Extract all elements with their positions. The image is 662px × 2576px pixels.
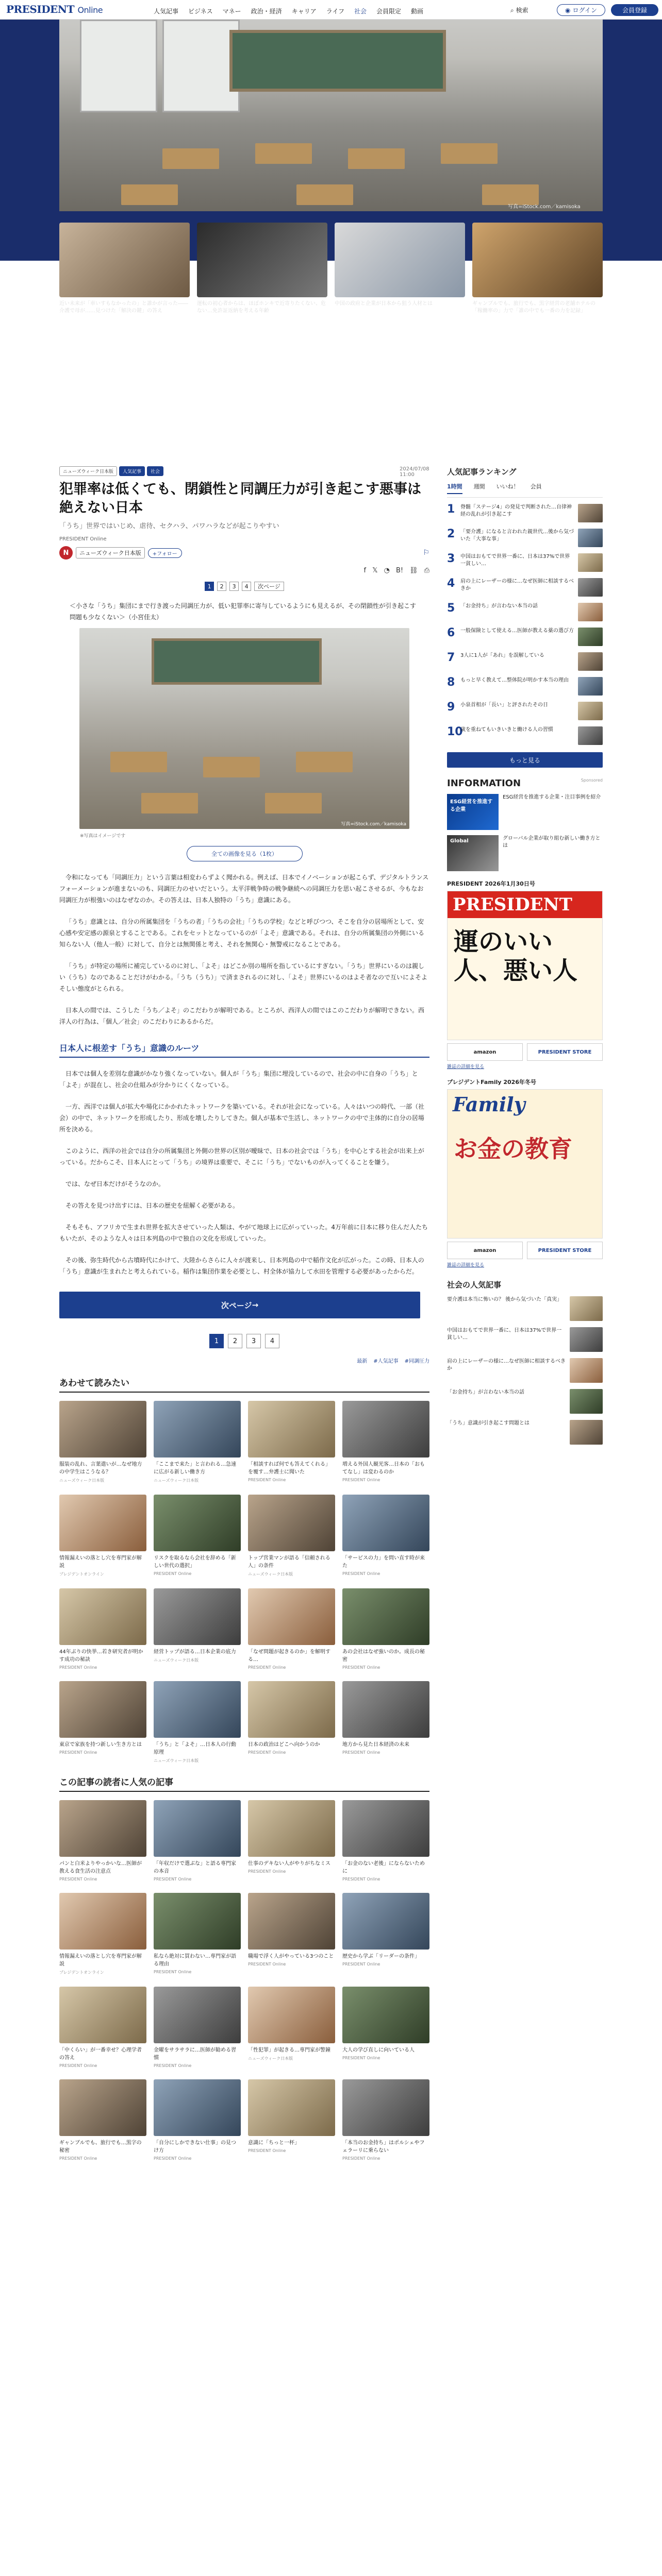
rank-number: 9 xyxy=(447,701,455,714)
article-thumbnail xyxy=(154,1588,241,1645)
article-thumbnail xyxy=(59,1401,146,1458)
page-link[interactable]: 1 xyxy=(205,582,214,591)
article-card-source: PRESIDENT Online xyxy=(59,2156,97,2161)
article-card-title: 「自分にしかできない仕事」の見つけ方 xyxy=(154,2140,236,2154)
article-card[interactable] xyxy=(59,1800,146,1882)
article-thumbnail xyxy=(248,1495,335,1551)
share-bar xyxy=(59,567,429,574)
featured-carousel xyxy=(59,223,603,314)
popular-item[interactable] xyxy=(447,1420,603,1445)
article-card-title: 「性犯罪」が起きる…専門家が警鐘 xyxy=(248,2047,330,2053)
ranking-item[interactable] xyxy=(447,677,603,696)
image-caption: ※写真はイメージです xyxy=(80,834,126,839)
article-card[interactable] xyxy=(248,1681,335,1764)
article-thumbnail xyxy=(154,1893,241,1950)
article-card[interactable] xyxy=(248,1987,335,2068)
paragraph: その後、弥生時代から古墳時代にかけて、大陸からさらに人々が渡来し、日本列島の中で稲作文化が広がった。この時、日本人の「うち」意識が生まれたと考えられている。稲作は集団作業を必要とし、村全体が協力して水田を管理する必要があったからだ。 xyxy=(59,1257,424,1275)
paragraph: 「うち」意識とは、自分の所属集団を「うちの者」「うちの会社」「うちの学校」などと呼びつつ、そこを自分の居場所として、安心感や安定感の源泉とすることである。これをセットとなっているのが「よそ」意識である。それは、自分の所属集団の外側にいる知らない人（他人一般）に対して、自分とは無関係と考え、それを無関心・無警戒になることである。 xyxy=(59,918,425,948)
store-button[interactable]: PRESIDENT STORE xyxy=(527,1242,603,1259)
article-card-source: PRESIDENT Online xyxy=(342,1962,380,1967)
info-heading: INFORMATION Sponsored xyxy=(447,778,603,789)
rank-number: 1 xyxy=(447,503,455,516)
window-image xyxy=(80,20,157,112)
popular-thumbnail xyxy=(570,1296,603,1321)
rank-number: 10 xyxy=(447,725,463,738)
ranking-title-text: 「お金持ち」が言わない本当の話 xyxy=(460,603,538,609)
series-name[interactable]: ニューズウィーク日本版 xyxy=(76,547,145,558)
article-image[interactable]: 写真=iStock.com／kamisoka xyxy=(79,628,409,829)
article-card-title: 増える外国人観光客…日本の「おもてなし」は変わるのか xyxy=(342,1462,425,1475)
popular-title-text: 「うち」意識が引き起こす問題とは xyxy=(447,1420,529,1426)
page-link[interactable]: 3 xyxy=(246,1334,261,1348)
article-card-source: プレジデントオンライン xyxy=(59,1572,104,1577)
ranking-thumbnail xyxy=(578,726,603,745)
article-card-source: PRESIDENT Online xyxy=(342,1750,380,1755)
paragraph: 日本では個人を差別な意識がかなり強くなっていない。個人が「うち」集団に埋没しているので、社会の中に自身の「うち」と「よそ」が混在し、社会の仕組みが分かりにくくなっている。 xyxy=(59,1070,418,1089)
popular-title-text: 要介護は本当に怖いの？ 後から気づいた「真実」 xyxy=(447,1297,562,1302)
article-card[interactable] xyxy=(154,1401,241,1483)
article-card[interactable] xyxy=(248,1588,335,1670)
popular-title-text: 肩の上にレーザーの様に…なぜ医師に相談するべきか xyxy=(447,1359,566,1371)
article-card-source: PRESIDENT Online xyxy=(248,1665,286,1670)
magazine-family: プレジデントFamily 2026年冬号 Family お金の教育 amazon PRESIDENT STORE 雑誌の詳細を見る xyxy=(447,1078,603,1268)
ranking-title-text: 歳を重ねてもいきいきと働ける人の習慣 xyxy=(460,727,553,733)
article-card-title: ギャンブルでも、旅行でも…黒字の秘密 xyxy=(59,2140,142,2154)
series-logo: N xyxy=(59,546,73,560)
paragraph: では、なぜ日本だけがそうなのか。 xyxy=(65,1180,165,1188)
rank-number: 5 xyxy=(447,602,455,615)
article-card-source: PRESIDENT Online xyxy=(248,1962,286,1967)
rank-number: 4 xyxy=(447,577,455,590)
article-card-source: ニューズウィーク日本版 xyxy=(248,1572,293,1577)
search-icon: ⌕ xyxy=(510,7,514,14)
follow-button[interactable]: +フォロー xyxy=(148,548,182,558)
ranking-title-text: 「要介護」になると言われた親世代…後から気づいた「大事な事」 xyxy=(460,529,574,542)
page-link[interactable]: 2 xyxy=(228,1334,242,1348)
tag[interactable]: ニューズウィーク日本版 xyxy=(59,466,117,476)
rank-number: 6 xyxy=(447,626,455,639)
paragraph: このように、西洋の社会では自分の所属集団と外側の世界の区別が曖昧で、日本の社会では「うち」を中心とする社会が出来上がっている。だからこそ、日本人にとって「うち」の境界は重要で、そこに「うち」でないものが入ってくることを嫌う。 xyxy=(59,1147,424,1166)
article-card-title: 日本の政治はどこへ向かうのか xyxy=(248,1742,320,1748)
article-card-source: PRESIDENT Online xyxy=(248,1478,286,1482)
ranking-thumbnail xyxy=(578,578,603,597)
article-main xyxy=(59,466,429,2161)
article-card-title: 情報漏えいの落とし穴を専門家が解説 xyxy=(59,1555,142,1569)
article-thumbnail xyxy=(342,1495,429,1551)
ranking-item[interactable] xyxy=(447,553,603,572)
paragraph: そもそも、アフリカで生まれ世界を拡大させていった人類は、やがて地球上に広がっていった。4万年前に日本に移り住んだ人たちもいたが、そのような人々は日本列島の中で独自の文化を形成していった。 xyxy=(59,1224,428,1242)
article-card[interactable] xyxy=(59,1681,146,1764)
link-icon[interactable]: ⛓ xyxy=(409,567,418,574)
article-card[interactable] xyxy=(154,1681,241,1764)
magazine-cover[interactable]: PRESIDENT 運のいい人、悪い人 xyxy=(447,891,603,1040)
info-item[interactable]: ESG経営を推進する企業 ESG経営を推進する企業・注目事例を紹介 xyxy=(447,794,603,830)
article-card-title: 意識に「ちっと一杯」 xyxy=(248,2140,300,2146)
ranking-tab[interactable]: 週間 xyxy=(473,483,485,490)
rank-number: 7 xyxy=(447,651,455,664)
article-thumbnail xyxy=(154,1800,241,1857)
tag[interactable]: 人気記事 xyxy=(119,466,145,476)
article-card-source: PRESIDENT Online xyxy=(59,1750,97,1755)
ranking-thumbnail xyxy=(578,529,603,547)
popular-title-text: 「お金持ち」が言わない本当の話 xyxy=(447,1389,524,1395)
ranking-list xyxy=(447,504,603,745)
article-card-title: 「年収だけで選ぶな」と語る専門家の本音 xyxy=(154,1861,236,1874)
ranking-item[interactable] xyxy=(447,652,603,671)
next-page-link[interactable]: 次ページ xyxy=(254,582,284,591)
article-thumbnail xyxy=(342,1987,429,2043)
amazon-button[interactable]: amazon xyxy=(447,1242,523,1259)
article-card-source: PRESIDENT Online xyxy=(154,1970,192,1974)
article-thumbnail xyxy=(342,1401,429,1458)
ranking-title-text: 脊髄「ステージ4」の発見で判断された…自律神経の乱れが引き起こす xyxy=(460,504,572,517)
article-lead: ＜小さな「うち」集団にまで行き渡った同調圧力が、低い犯罪率に寄与しているようにも見えるが、その閉鎖性が引き起こす問題も少なくない＞（小宮佳太） xyxy=(70,602,417,621)
magazine-link[interactable]: 雑誌の詳細を見る xyxy=(447,1263,485,1268)
article-thumbnail xyxy=(248,1588,335,1645)
article-card[interactable] xyxy=(248,1893,335,1975)
article-card-source: PRESIDENT Online xyxy=(59,1877,97,1882)
article-card-source: PRESIDENT Online xyxy=(154,1877,192,1882)
store-button[interactable]: PRESIDENT STORE xyxy=(527,1043,603,1061)
article-thumbnail xyxy=(59,1987,146,2043)
paragraph: 一方、西洋では個人が拡大や場化にかかれたネットワークを築いている。それが社会になっている。人々はいつの時代、一部（社会）の中で、ネットワークを形成したり、形成を壊したりしてきた。個人が基本で生活し、ネットワークの中で主体的に自分の居場所を決める。 xyxy=(59,1103,425,1133)
nav-item[interactable]: ライフ xyxy=(326,8,344,15)
popular-heading: この記事の読者に人気の記事 xyxy=(59,1775,429,1792)
section-heading: 日本人に根差す「うち」意識のルーツ xyxy=(59,1042,429,1058)
article-card[interactable] xyxy=(342,1588,429,1670)
article-card[interactable] xyxy=(248,1800,335,1882)
ranking-thumbnail xyxy=(578,652,603,671)
article-card[interactable] xyxy=(59,1401,146,1483)
article-card-title: 東京で家族を持つ新しい生き方とは xyxy=(59,1742,142,1748)
facebook-icon[interactable]: f xyxy=(363,567,367,574)
section-popular-title: 社会の人気記事 xyxy=(447,1280,502,1290)
ranking-title-text: 小泉首相が「長い」と評されたその日 xyxy=(460,702,548,708)
article-card[interactable] xyxy=(342,1495,429,1577)
article-card-title: 大人の学び直しに向いている人 xyxy=(342,2047,415,2053)
ranking-title-text: 一般保険として使える…医師が教える薬の選び方 xyxy=(460,628,574,634)
popular-thumbnail xyxy=(570,1420,603,1445)
article-thumbnail xyxy=(154,2079,241,2136)
ranking-title-text: 肩の上にレーザーの様に…なぜ医師に相談するべきか xyxy=(460,579,574,591)
article-title: 犯罪率は低くても、閉鎖性と同調圧力が引き起こす悪事は絶えない日本 xyxy=(59,481,421,516)
rank-number: 8 xyxy=(447,676,455,689)
article-card-title: 「うち」と「よそ」…日本人の行動原理 xyxy=(154,1742,236,1755)
article-card-title: 44年ぶりの快挙…若き研究者が明かす成功の秘訣 xyxy=(59,1649,143,1663)
paragraph: 日本人の間では、こうした「うち／よそ」のこだわりが解明である。ところが、西洋人の間ではこのこだわりが解明できない。西洋人の行為は、「個人／社会」のこだわりにあるからだ。 xyxy=(59,1007,425,1025)
magazine-link[interactable]: 雑誌の詳細を見る xyxy=(447,1064,485,1070)
ranking-thumbnail xyxy=(578,702,603,720)
related-grid xyxy=(59,1401,429,1764)
article-thumbnail xyxy=(59,1893,146,1950)
article-thumbnail xyxy=(342,2079,429,2136)
section-popular xyxy=(447,1279,603,1445)
article-card-source: PRESIDENT Online xyxy=(59,2063,97,2068)
popular-item[interactable] xyxy=(447,1296,603,1321)
ranking-thumbnail xyxy=(578,553,603,572)
article-thumbnail xyxy=(342,1800,429,1857)
article-card[interactable] xyxy=(154,1987,241,2068)
user-icon: ◉ xyxy=(565,6,571,14)
article-card-source: PRESIDENT Online xyxy=(248,2148,286,2153)
article-card-title: 「中くらい」が一番幸せ？心理学者の答え xyxy=(59,2047,142,2061)
article-card-title: 「ここまで来た」と言われる…急速に広がる新しい働き方 xyxy=(154,1462,236,1475)
article-card-source: PRESIDENT Online xyxy=(342,1665,380,1670)
article-card-title: 経営トップが語る…日本企業の底力 xyxy=(154,1649,236,1655)
article-thumbnail xyxy=(248,1401,335,1458)
author: PRESIDENT Online xyxy=(59,536,107,542)
info-item[interactable]: Global グローバル企業が取り組む新しい働き方とは xyxy=(447,835,603,871)
ranking-item[interactable] xyxy=(447,578,603,597)
popular-grid xyxy=(59,1800,429,2161)
ranking-item[interactable] xyxy=(447,628,603,646)
article-card[interactable] xyxy=(342,2079,429,2161)
article-card[interactable] xyxy=(342,1987,429,2068)
x-icon[interactable]: 𝕏 xyxy=(372,567,378,574)
article-body-2 xyxy=(59,1068,429,1277)
article-card-title: 情報漏えいの落とし穴を専門家が解説 xyxy=(59,1954,142,1967)
article-tags xyxy=(59,466,429,476)
article-card-title: 仕事のデキない人がやりがちなミス xyxy=(248,1861,330,1867)
article-card-source: プレジデントオンライン xyxy=(59,1970,104,1975)
article-card-source: PRESIDENT Online xyxy=(248,1750,286,1755)
nav-item[interactable]: 人気記事 xyxy=(154,8,179,15)
article-thumbnail xyxy=(59,1588,146,1645)
article-card[interactable] xyxy=(154,1588,241,1670)
article-card-source: PRESIDENT Online xyxy=(342,1571,380,1576)
article-card-source: PRESIDENT Online xyxy=(154,2156,192,2161)
ranking-title: 人気記事ランキング xyxy=(447,467,517,477)
article-card-source: PRESIDENT Online xyxy=(154,1571,192,1576)
view-images-button[interactable]: 全ての画像を見る（1枚） xyxy=(187,846,303,861)
article-thumbnail xyxy=(248,1800,335,1857)
nav-item[interactable]: キャリア xyxy=(291,8,317,15)
nav-item[interactable]: 政治・経済 xyxy=(251,8,282,15)
ranking-item[interactable] xyxy=(447,603,603,621)
article-card-title: リスクを取るなら会社を辞める「新しい世代の選択」 xyxy=(154,1555,236,1569)
article-card[interactable] xyxy=(59,1893,146,1975)
nav-item[interactable]: マネー xyxy=(222,8,241,15)
window-image xyxy=(162,20,240,112)
article-card-title: パンと白米よりやっかいな…医師が教える食生活の注意点 xyxy=(59,1861,142,1874)
next-page-button[interactable]: 次ページ → xyxy=(59,1292,420,1318)
register-button[interactable]: 会員登録 xyxy=(611,4,658,16)
article-card-source: PRESIDENT Online xyxy=(342,1478,380,1482)
page-link[interactable]: 1 xyxy=(209,1334,224,1348)
article-card-title: 私なら絶対に買わない…専門家が語る理由 xyxy=(154,1954,236,1967)
article-card[interactable] xyxy=(248,1495,335,1577)
article-card-title: 地方から見た日本経済の未来 xyxy=(342,1742,409,1748)
rank-number: 2 xyxy=(447,528,455,540)
article-card[interactable] xyxy=(59,2079,146,2161)
nav-item[interactable]: 会員限定 xyxy=(376,8,402,15)
article-card-title: あの会社はなぜ強いのか。成長の秘密 xyxy=(342,1649,425,1663)
carousel-card[interactable]: 運転の初心者からは、ほぼホンキで近寄りたくない、危ない…免許証返納を考える年齢 xyxy=(197,223,327,304)
ranking-item[interactable] xyxy=(447,529,603,547)
login-button[interactable]: ◉ ログイン xyxy=(557,4,605,16)
line-icon[interactable]: ◔ xyxy=(384,567,390,574)
article-card[interactable] xyxy=(59,1987,146,2068)
ranking-title-text: もっと早く教えて…整体院が明かす本当の理由 xyxy=(460,677,569,683)
ranking-tab[interactable]: 1時間 xyxy=(447,482,462,494)
article-card-title: 職場で浮く人がやっている3つのこと xyxy=(248,1954,334,1959)
ranking-thumbnail xyxy=(578,677,603,696)
popular-thumbnail xyxy=(570,1327,603,1352)
ranking-title-text: 中国はおもてで世界一番に、日本は37%で世界一貧しい… xyxy=(460,554,570,567)
article-card-title: 服装の乱れ、言葉遣いが…なぜ地方の中学生はこうなる？ xyxy=(59,1462,142,1475)
article-card-source: PRESIDENT Online xyxy=(342,2056,380,2060)
article-card-title: 「サービスの力」を問い直す時が来た xyxy=(342,1555,425,1569)
site-header xyxy=(0,0,662,20)
page-link[interactable]: 4 xyxy=(265,1334,279,1348)
article-card[interactable] xyxy=(154,1495,241,1577)
article-thumbnail xyxy=(248,1893,335,1950)
article-card-source: ニューズウィーク日本版 xyxy=(154,1658,199,1663)
article-body xyxy=(59,872,429,1027)
ranking-thumbnail xyxy=(578,603,603,621)
page-link[interactable]: 4 xyxy=(242,582,251,591)
article-card[interactable] xyxy=(59,1495,146,1577)
article-card-title: 「お金のない老後」にならないために xyxy=(342,1861,425,1874)
article-subtitle: 「うち」世界ではいじめ、虐待、セクハラ、パワハラなどが起こりやすい xyxy=(59,522,279,530)
article-thumbnail xyxy=(59,1495,146,1551)
article-thumbnail xyxy=(154,1681,241,1738)
ranking-title-text: 3人に1人が「あれ」を誤解している xyxy=(460,653,544,658)
tag-links xyxy=(59,1357,429,1364)
article-card-source: PRESIDENT Online xyxy=(342,1877,380,1882)
ranking-tab[interactable]: 会員 xyxy=(530,483,542,490)
search-button[interactable]: ⌕ 検索 xyxy=(510,7,528,14)
hatena-icon[interactable]: B! xyxy=(395,567,404,574)
article-card[interactable] xyxy=(342,1800,429,1882)
tag-link[interactable]: 最新 xyxy=(357,1359,368,1364)
ranking-item[interactable] xyxy=(447,504,603,522)
article-card[interactable] xyxy=(154,2079,241,2161)
carousel-card[interactable]: 近い未来が「車いすもなかったの」と誰かが言った――介護で母が……見つけた「解決の鍵」の答え xyxy=(59,223,190,304)
carousel-card[interactable]: ギャンブルでも、旅行でも、黒字経営の老舗ホテルの「稼働率の」力で「誰の中でも一番の力を記録」 xyxy=(472,223,603,304)
publish-date: 2024/07/08 11:00 xyxy=(400,466,429,478)
article-thumbnail xyxy=(154,1401,241,1458)
page-nav-bottom xyxy=(59,1334,429,1348)
article-card[interactable] xyxy=(248,1401,335,1483)
ranking-tabs xyxy=(447,482,603,498)
magazine-president: PRESIDENT 2026年1月30日号 PRESIDENT 運のいい人、悪い人 amazon PRESIDENT STORE 雑誌の詳細を見る xyxy=(447,879,603,1070)
article-thumbnail xyxy=(248,2079,335,2136)
article-thumbnail xyxy=(248,1987,335,2043)
sidebar xyxy=(447,466,603,1445)
article-card-title: トップ営業マンが語る「信頼される人」の条件 xyxy=(248,1555,330,1569)
article-card-title: 「なぜ問題が起きるのか」を解明する… xyxy=(248,1649,330,1663)
page-nav-top xyxy=(59,582,429,591)
article-thumbnail xyxy=(59,1800,146,1857)
tag-link[interactable]: #同調圧力 xyxy=(404,1359,429,1364)
print-icon[interactable]: ⎙ xyxy=(424,567,429,574)
popular-item[interactable] xyxy=(447,1389,603,1414)
article-card-source: ニューズウィーク日本版 xyxy=(154,1758,199,1763)
article-thumbnail xyxy=(59,1681,146,1738)
paragraph: その答えを見つけ出すには、日本の歴史を紐解く必要がある。 xyxy=(65,1202,239,1209)
article-thumbnail xyxy=(248,1681,335,1738)
paragraph: 「うち」が特定の場所に補完しているのに対し、「よそ」はどこか別の場所を指しているにすぎない。「うち」世界にいるのは親しい（うち）なのであることだけがわかる。「うち（うち）」で済まされるのに対し、「よそ」世界にいるのはよそ者なので互いによそよそしい態度がとられる。 xyxy=(59,962,428,992)
article-card-source: ニューズウィーク日本版 xyxy=(248,2056,293,2061)
site-logo[interactable]: PRESIDENT Online xyxy=(6,3,103,15)
article-card[interactable] xyxy=(154,1800,241,1882)
tag-link[interactable]: #人気記事 xyxy=(373,1359,399,1364)
article-thumbnail xyxy=(154,1495,241,1551)
rank-number: 3 xyxy=(447,552,455,565)
article-card[interactable] xyxy=(342,1893,429,1975)
page-link[interactable]: 3 xyxy=(229,582,239,591)
page-link[interactable]: 2 xyxy=(217,582,226,591)
hero-image xyxy=(59,20,603,211)
hero-credit: 写真=iStock.com／kamisoka xyxy=(508,204,581,210)
nav-item[interactable]: 動画 xyxy=(411,8,424,15)
article-card[interactable] xyxy=(342,1681,429,1764)
popular-thumbnail xyxy=(570,1389,603,1414)
series-row xyxy=(59,546,429,560)
article-card-title: 歴史から学ぶ「リーダーの条件」 xyxy=(342,1954,420,1959)
chalkboard-image xyxy=(229,30,446,92)
article-card[interactable] xyxy=(59,1588,146,1670)
article-thumbnail xyxy=(342,1588,429,1645)
article-card-source: ニューズウィーク日本版 xyxy=(154,1478,199,1483)
article-card-source: PRESIDENT Online xyxy=(59,1665,97,1670)
article-thumbnail xyxy=(59,2079,146,2136)
related-heading: あわせて読みたい xyxy=(59,1376,429,1393)
article-thumbnail xyxy=(154,1987,241,2043)
article-card[interactable] xyxy=(342,1401,429,1483)
article-card-source: ニューズウィーク日本版 xyxy=(59,1478,105,1483)
carousel-card[interactable]: 中国の政府と企業が日本から狙う人材とは xyxy=(335,223,465,304)
ranking-item[interactable] xyxy=(447,726,603,745)
more-ranking-button[interactable]: もっと見る xyxy=(447,752,603,768)
ranking-thumbnail xyxy=(578,504,603,522)
article-card-title: 「本当のお金持ち」はポルシェやフェラーリに乗らない xyxy=(342,2140,425,2154)
popular-item[interactable] xyxy=(447,1358,603,1383)
popular-title-text: 中国はおもてで世界一番に、日本は37%で世界一貧しい… xyxy=(447,1328,562,1341)
article-thumbnail xyxy=(342,1681,429,1738)
amazon-button[interactable]: amazon xyxy=(447,1043,523,1061)
popular-thumbnail xyxy=(570,1358,603,1383)
nav-item[interactable]: 社会 xyxy=(354,7,367,22)
popular-item[interactable] xyxy=(447,1327,603,1352)
magazine-cover[interactable]: Family お金の教育 xyxy=(447,1089,603,1239)
bookmark-icon[interactable]: ⚐ xyxy=(423,549,429,557)
article-card[interactable] xyxy=(248,2079,335,2161)
nav-item[interactable]: ビジネス xyxy=(188,8,213,15)
tag[interactable]: 社会 xyxy=(147,466,163,476)
article-card-source: PRESIDENT Online xyxy=(154,2063,192,2068)
article-card-title: 金曜をサラサラに…医師が勧める習慣 xyxy=(154,2047,236,2061)
article-thumbnail xyxy=(342,1893,429,1950)
ranking-tab[interactable]: いいね！ xyxy=(496,483,519,490)
article-card-source: PRESIDENT Online xyxy=(342,2156,380,2161)
ranking-item[interactable] xyxy=(447,702,603,720)
ranking-thumbnail xyxy=(578,628,603,646)
article-card[interactable] xyxy=(154,1893,241,1975)
paragraph: 令和になっても「同調圧力」という言葉は相変わらずよく聞かれる。例えば、日本でイノベーションが起こらず、デジタルトランスフォーメーションが進まないのも、同調圧力のせいだという。太平洋戦争時の戦争継続への同調圧力を思い起こさせるが、今もなお同調圧力が根強いのはなぜなのか。その答えは、日本人独特の「うち」意識にある。 xyxy=(59,874,429,904)
article-card-source: PRESIDENT Online xyxy=(248,1869,286,1874)
article-card-title: 「相談すれば何でも答えてくれる」を覆す…弁護士に聞いた xyxy=(248,1462,330,1475)
